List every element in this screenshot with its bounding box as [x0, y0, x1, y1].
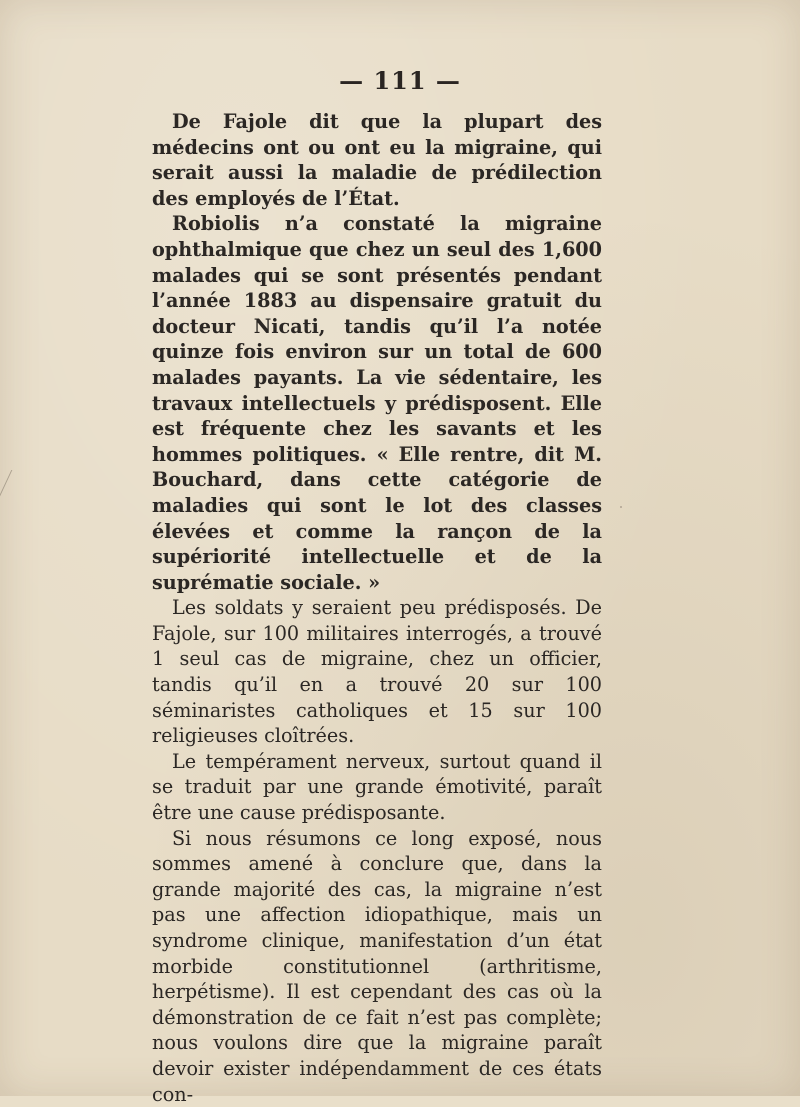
page-body	[152, 109, 602, 1107]
paragraph-temperament: Le tempérament nerveux, surtout quand il se traduit par une grande émotivité, paraît être une cause prédisposante.	[152, 749, 602, 825]
margin-pencil-mark	[0, 470, 26, 510]
paper-speck	[312, 170, 314, 172]
paper-speck	[620, 506, 622, 508]
paragraph-conclusion: Si nous résumons ce long exposé, nous sommes amené à conclure que, dans la grande majorité des cas, la migraine n’est pas une affection idiopathique, mais un syndrome clinique, manifestation d’un état morbide constitutionnel (arthritisme, herpétisme). Il est cependant des cas où la démonstration de ce fait n’est pas complète; nous voulons dire que la migraine paraît devoir exister indépendamment de ces états con-	[152, 826, 602, 1106]
paper-speck	[582, 944, 585, 947]
paragraph-robiolis: Robiolis n’a constaté la migraine ophthalmique que chez un seul des 1,600 malades qui se sont présentés pendant l’année 1883 au dispensaire gratuit du docteur Nicati, tandis qu’il l’a notée quinze fois environ sur un total de 600 malades payants. La vie sédentaire, les travaux intellectuels y prédisposent. Elle est fréquente chez les savants et les hommes politiques. « Elle rentre, dit M. Bouchard, dans cette catégorie de maladies qui sont le lot des classes élevées et comme la rançon de la supériorité intellectuelle et de la suprématie sociale. »	[152, 212, 602, 594]
page-number-header: — 111 —	[339, 66, 461, 95]
paragraph-soldats: Les soldats y seraient peu prédisposés. De Fajole, sur 100 militaires interrogés, a trouvé 1 seul cas de migraine, chez un officier, tandis qu’il en a trouvé 20 sur 100 séminaristes catholiques et 15 sur 100 religieuses cloîtrées.	[152, 596, 602, 748]
paragraph-fajole-medecins: De Fajole dit que la plupart des médecins ont ou ont eu la migraine, qui serait aussi la maladie de prédilection des employés de l’État.	[152, 110, 602, 210]
